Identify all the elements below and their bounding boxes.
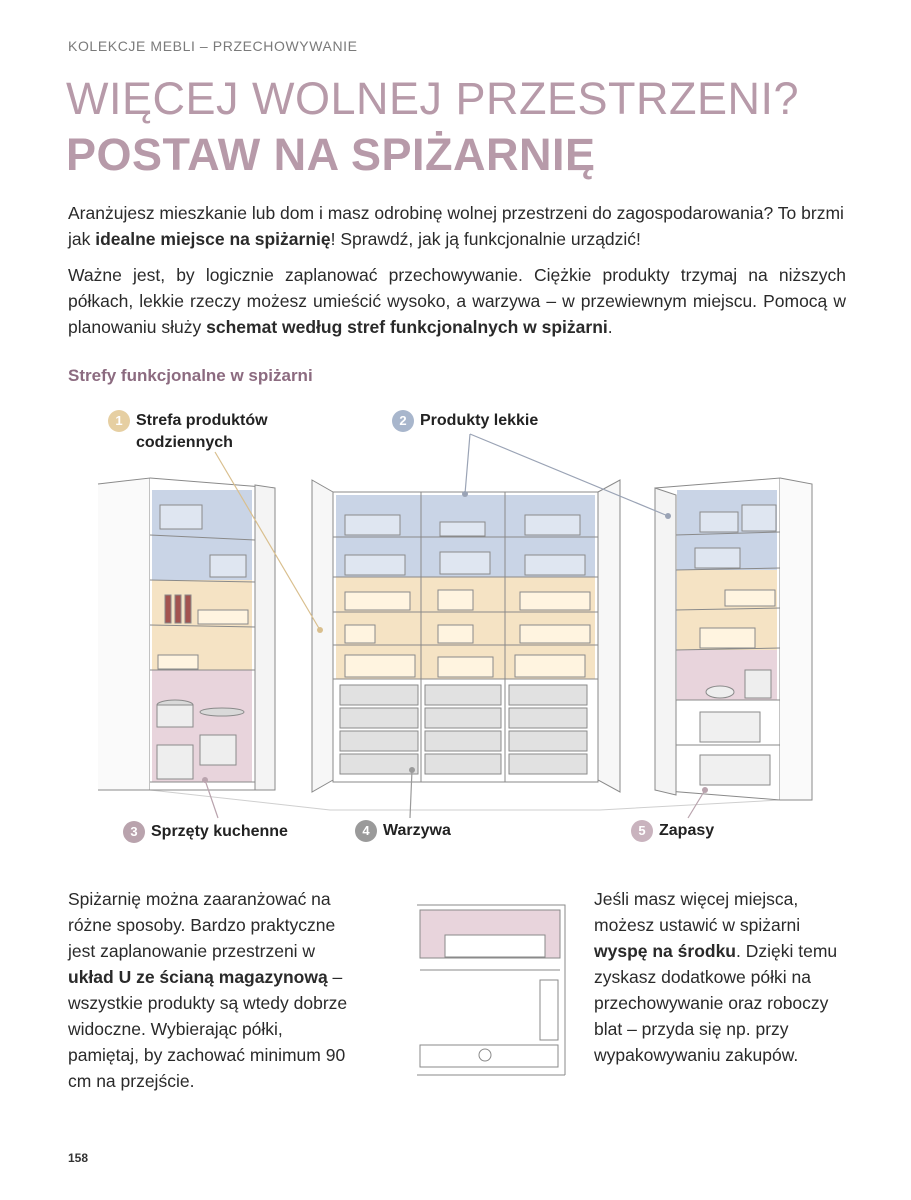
left-cabinet: [98, 478, 275, 790]
zone-name: Sprzęty kuchenne: [151, 823, 288, 841]
zone-number-badge: 2: [392, 410, 414, 432]
zone-label-3: [123, 821, 288, 843]
intro-highlight: schemat według stref funkcjonalnych w spiżarni: [206, 317, 608, 337]
zone-label-4: [355, 820, 451, 842]
right-cabinet: [655, 478, 812, 800]
left-column-text: [68, 886, 358, 1094]
right-text: Jeśli masz więcej miejsca, możesz ustawić w spiżarni: [594, 889, 801, 935]
zone-number-badge: 3: [123, 821, 145, 843]
intro-text: .: [607, 317, 613, 337]
page-title-line2: POSTAW NA SPIŻARNIĘ: [66, 129, 596, 180]
intro-text: Aranżujesz mieszkanie lub dom i masz odrobinę wolnej przestrzeni do zagospodarowania? To brzmi jak: [68, 203, 844, 249]
left-text: – wszystkie produkty są wtedy dobrze widoczne. Wybierając półki, pamiętaj, by zachować minimum 90 cm na przejście.: [68, 967, 348, 1091]
zone-name: Produkty lekkie: [420, 412, 539, 430]
zone-label-5: [631, 820, 714, 842]
zone-number-badge: 5: [631, 820, 653, 842]
right-column-text: [594, 886, 849, 1068]
intro-paragraph-1: [68, 200, 846, 252]
intro-highlight: idealne miejsce na spiżarnię: [95, 229, 331, 249]
intro-paragraph-2: [68, 262, 846, 340]
pantry-illustration: [0, 400, 911, 820]
zone-name: Zapasy: [659, 822, 715, 840]
right-text: . Dzięki temu zyskasz dodatkowe półki na przechowywanie oraz roboczy blat – przyda się np. przy wypakowywaniu zakupów.: [594, 941, 838, 1065]
zone-name: Strefa produktów codziennych: [136, 412, 268, 451]
zone-number-badge: 4: [355, 820, 377, 842]
page-title-line1: WIĘCEJ WOLNEJ PRZESTRZENI?: [66, 73, 800, 124]
intro-text: Ważne jest, by logicznie zaplanować przechowywanie. Ciężkie produkty trzymaj na niższych półkach, lekkie rzeczy możesz umieścić wysoko, a warzywa – w przewiewnym miejscu. Pomocą w planowaniu służy: [68, 265, 846, 337]
page-number: 158: [68, 1151, 89, 1165]
zones-heading: Strefy funkcjonalne w spiżarni: [68, 366, 313, 385]
center-cabinet: [333, 492, 598, 782]
section-label: KOLEKCJE MEBLI – PRZECHOWYWANIE: [68, 38, 358, 54]
left-highlight: układ U ze ścianą magazynową: [68, 967, 328, 987]
zone-name: Warzywa: [383, 822, 451, 840]
zone-number-badge: 1: [108, 410, 130, 432]
floor-plan-sketch: [415, 895, 575, 1080]
intro-text: ! Sprawdź, jak ją funkcjonalnie urządzić!: [330, 229, 641, 249]
right-highlight: wyspę na środku: [594, 941, 736, 961]
left-text: Spiżarnię można zaaranżować na różne sposoby. Bardzo praktyczne jest zaplanowanie przestrzeni w: [68, 889, 336, 961]
